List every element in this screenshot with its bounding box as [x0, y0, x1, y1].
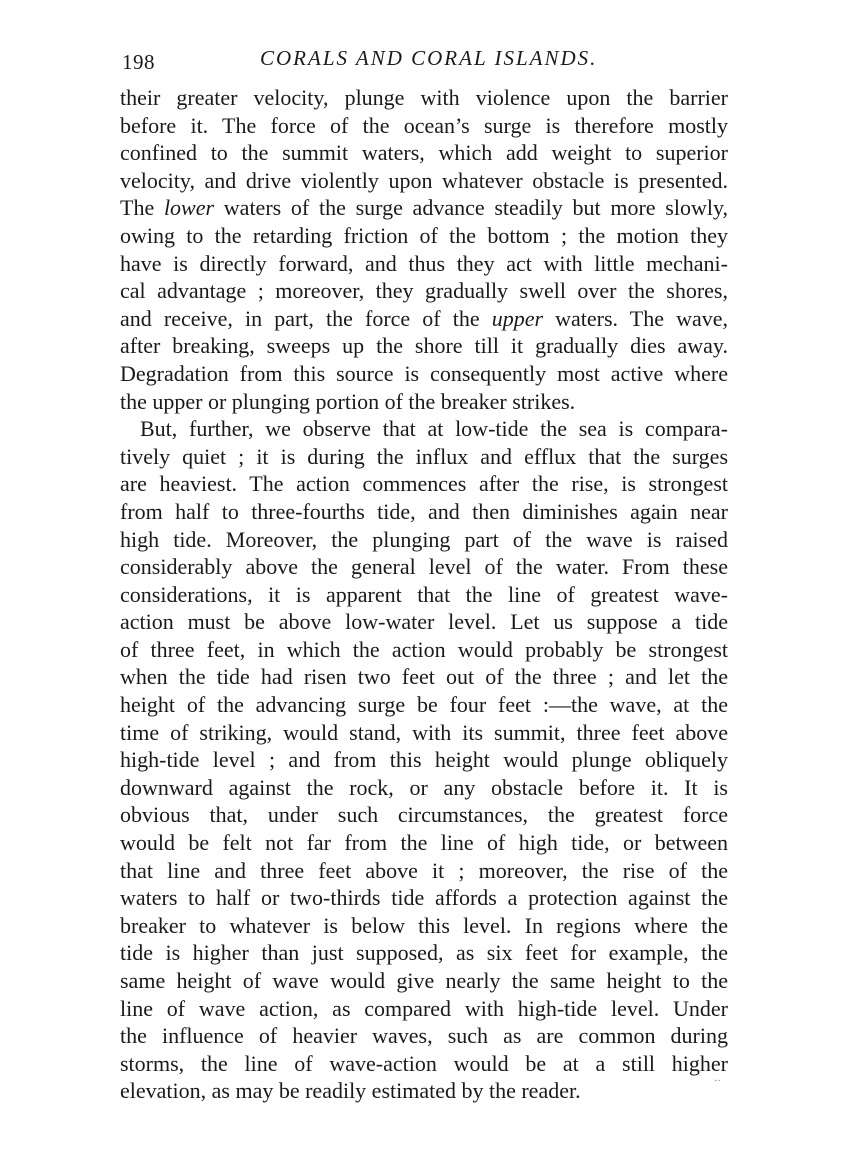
page-header [120, 44, 730, 74]
text-segment: waters of the surge advance steadily but more slowly, [214, 195, 729, 221]
text-line: the upper or plunging portion of the breaker strikes. [120, 388, 576, 414]
text-line: elevation, as may be readily estimated by the reader. [120, 1078, 581, 1104]
text-line: But, further, we observe that at low-tide the sea is compara- [140, 416, 728, 442]
text-line: their greater velocity, plunge with violence upon the barrier [120, 85, 728, 110]
text-line: considerably above the general level of the water. From these [120, 554, 728, 580]
text-line: tide is higher than just supposed, as six feet for example, the [120, 940, 728, 966]
emphasis-word: upper [491, 305, 544, 331]
body-text [120, 84, 728, 1105]
text-line: velocity, and drive violently upon whatever obstacle is presented. [120, 167, 728, 193]
text-line: waters to half or two-thirds tide affords a protection against the [120, 885, 728, 911]
text-line: from half to three-fourths tide, and then diminishes again near [120, 498, 728, 524]
paragraph [120, 415, 728, 1105]
text-line: have is directly forward, and thus they act with little mechani- [120, 250, 728, 276]
text-line: after breaking, sweeps up the shore till it gradually dies away. [120, 333, 728, 359]
emphasis-word: lower [163, 195, 215, 221]
text-segment: waters. The wave, [543, 305, 728, 331]
text-line: before it. The force of the ocean’s surge is therefore mostly [120, 112, 728, 138]
text-line: high tide. Moreover, the plunging part of the wave is raised [120, 526, 728, 552]
text-line: when the tide had risen two feet out of the three ; and let the [120, 664, 728, 690]
text-line: that line and three feet above it ; moreover, the rise of the [120, 857, 728, 883]
paragraph [120, 84, 728, 415]
print-speck: ·· [714, 1076, 721, 1087]
text-line: confined to the summit waters, which add weight to superior [120, 140, 728, 166]
text-line: of three feet, in which the action would probably be strongest [120, 636, 728, 662]
running-title: CORALS AND CORAL ISLANDS. [260, 46, 598, 70]
text-line: owing to the retarding friction of the bottom ; the motion they [120, 222, 728, 248]
text-line: action must be above low-water level. Let us suppose a tide [120, 609, 728, 635]
text-line: line of wave action, as compared with high-tide level. Under [120, 995, 728, 1021]
text-line: the influence of heavier waves, such as are common during [120, 1023, 728, 1049]
text-line: tively quiet ; it is during the influx and efflux that the surges [120, 443, 728, 469]
text-line [120, 305, 728, 333]
text-line: Degradation from this source is consequently most active where [120, 360, 728, 386]
text-segment: and receive, in part, the force of the [120, 305, 492, 331]
text-line: storms, the line of wave-action would be at a still higher [120, 1050, 728, 1076]
text-line: downward against the rock, or any obstacle before it. It is [120, 774, 728, 800]
text-line: would be felt not far from the line of high tide, or between [120, 830, 728, 856]
text-line: are heaviest. The action commences after the rise, is strongest [120, 471, 728, 497]
text-line: cal advantage ; moreover, they gradually swell over the shores, [120, 278, 728, 304]
text-line: height of the advancing surge be four feet :—the wave, at the [120, 692, 728, 718]
page-number: 198 [122, 50, 155, 74]
text-line: same height of wave would give nearly the same height to the [120, 968, 728, 993]
text-line: high-tide level ; and from this height would plunge obliquely [120, 747, 728, 773]
text-line: considerations, it is apparent that the line of greatest wave- [120, 581, 728, 607]
text-line: obvious that, under such circumstances, the greatest force [120, 802, 728, 828]
text-line: breaker to whatever is below this level. In regions where the [120, 912, 728, 938]
text-line: time of striking, would stand, with its summit, three feet above [120, 719, 728, 745]
text-line [120, 194, 728, 222]
text-segment: The [120, 195, 164, 221]
